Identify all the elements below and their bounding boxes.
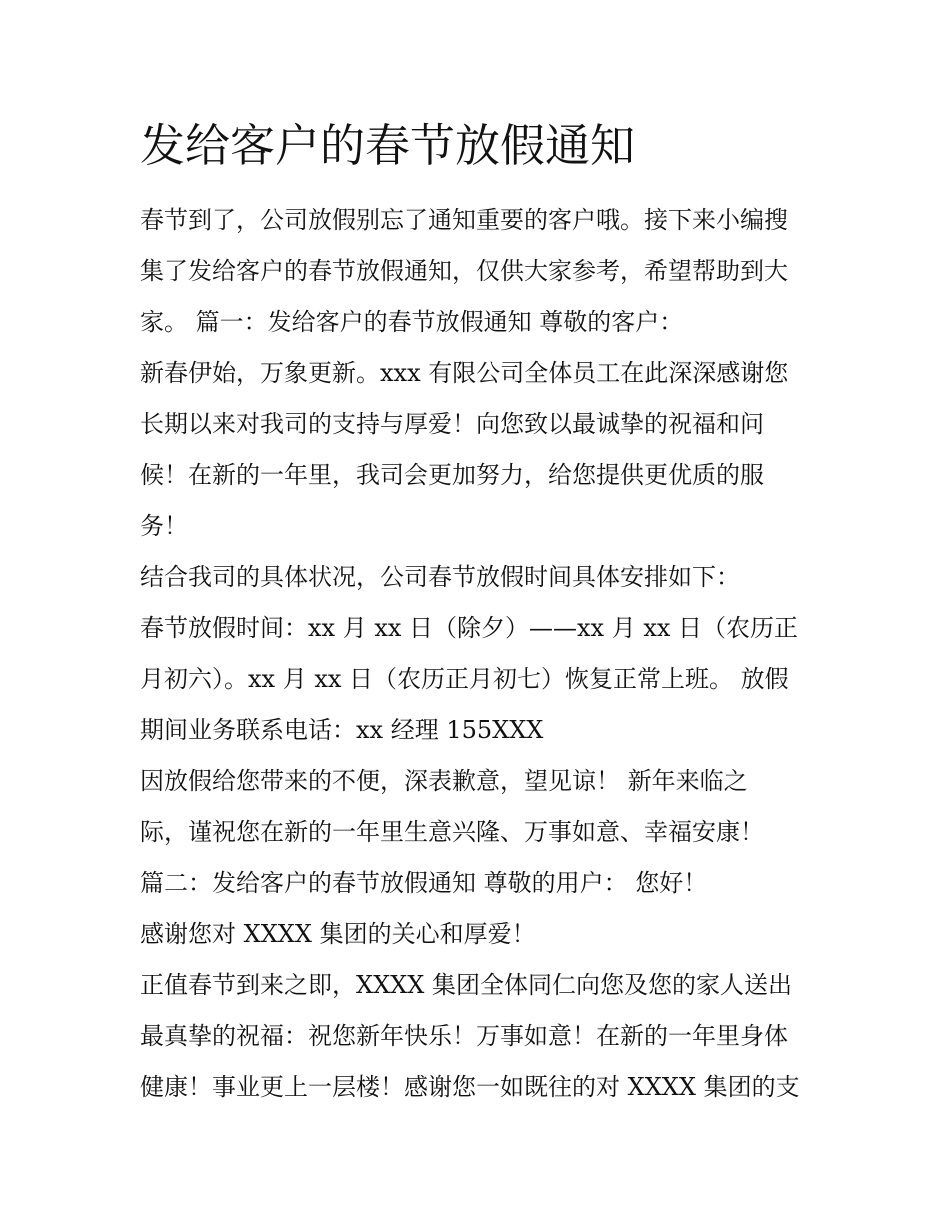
body-line: 际，谨祝您在新的一年里生意兴隆、万事如意、幸福安康！ (140, 818, 764, 846)
body-line: 春节到了，公司放假别忘了通知重要的客户哦。接下来小编搜 (140, 206, 788, 234)
document-body (140, 195, 830, 1113)
body-line: 集了发给客户的春节放假通知，仅供大家参考，希望帮助到大 (140, 257, 788, 285)
body-line: 感谢您对 XXXX 集团的关心和厚爱！ (140, 920, 536, 948)
body-line: 篇二：发给客户的春节放假通知 尊敬的用户： 您好！ (140, 869, 708, 897)
document-title: 发给客户的春节放假通知 (140, 119, 636, 172)
body-line: 月初六）。xx 月 xx 日（农历正月初七）恢复正常上班。 放假 (140, 665, 789, 693)
body-line: 正值春节到来之即，XXXX 集团全体同仁向您及您的家人送出 (140, 971, 792, 999)
body-line: 春节放假时间：xx 月 xx 日（除夕）——xx 月 xx 日（农历正 (140, 614, 799, 642)
body-line: 结合我司的具体状况，公司春节放假时间具体安排如下： (140, 563, 740, 591)
body-line: 务！ (140, 512, 188, 540)
body-line: 最真挚的祝福：祝您新年快乐！万事如意！在新的一年里身体 (140, 1022, 788, 1050)
body-line: 候！在新的一年里，我司会更加努力，给您提供更优质的服 (140, 461, 764, 489)
body-line: 健康！事业更上一层楼！感谢您一如既往的对 XXXX 集团的支 (140, 1073, 800, 1101)
body-line: 因放假给您带来的不便，深表歉意，望见谅！ 新年来临之 (140, 767, 748, 795)
body-line: 家。 篇一：发给客户的春节放假通知 尊敬的客户： (140, 308, 684, 336)
body-line: 期间业务联系电话：xx 经理 155XXX (140, 716, 544, 744)
body-line: 长期以来对我司的支持与厚爱！向您致以最诚挚的祝福和问 (140, 410, 764, 438)
body-line: 新春伊始，万象更新。xxx 有限公司全体员工在此深深感谢您 (140, 359, 789, 387)
